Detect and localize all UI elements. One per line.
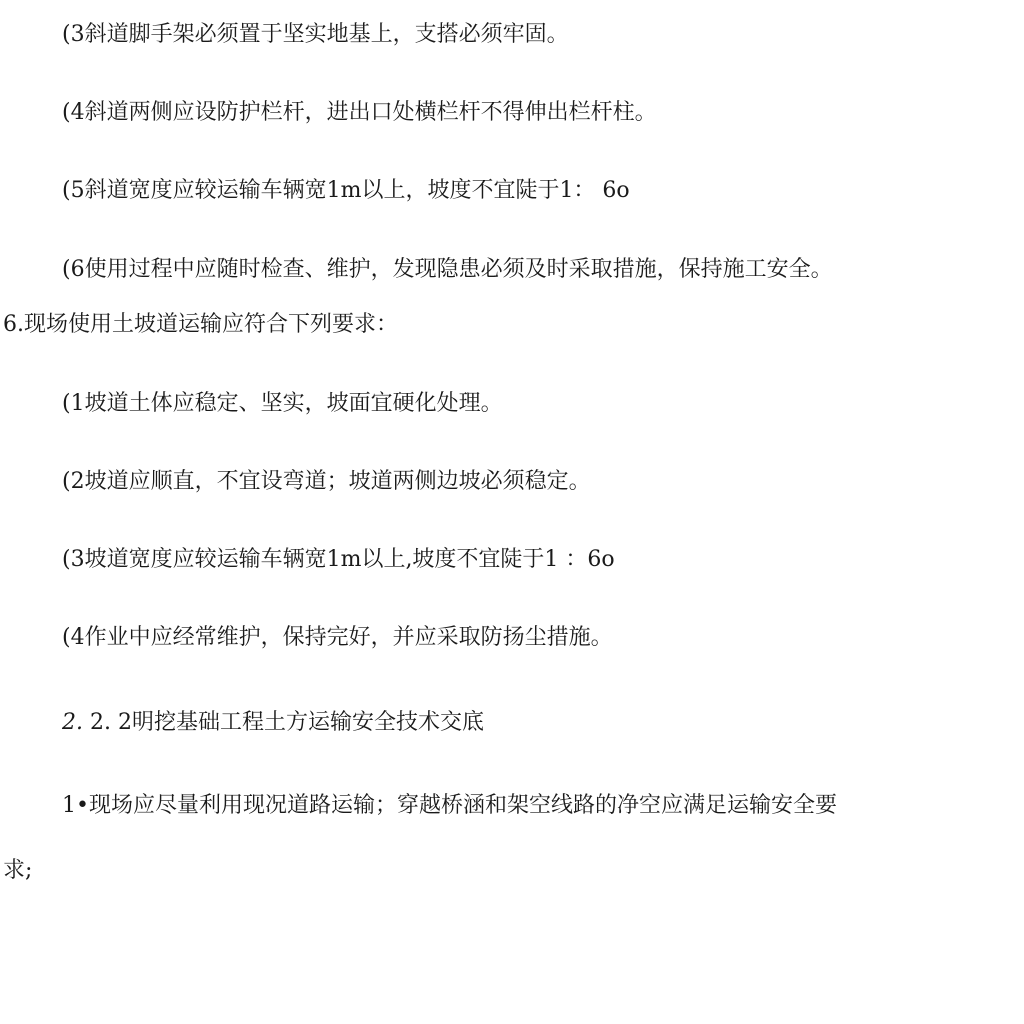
paragraph-continuation: 求;: [3, 858, 33, 883]
numbered-heading: 6.现场使用土坡道运输应符合下列要求：: [3, 312, 398, 337]
list-item: (4作业中应经常维护，保持完好，并应采取防扬尘措施。: [62, 625, 613, 650]
list-item: (3坡道宽度应较运输车辆宽1m以上,坡度不宜陡于1 ：6o: [62, 547, 615, 572]
paragraph: 1•现场应尽量利用现况道路运输；穿越桥涵和架空线路的净空应满足运输安全要: [62, 793, 837, 818]
list-item: (4斜道两侧应设防护栏杆，进出口处横栏杆不得伸出栏杆柱。: [62, 100, 657, 125]
section-heading: [62, 710, 484, 736]
section-heading-text: 2. 2明挖基础工程土方运输安全技术交底: [83, 710, 484, 735]
list-item: (1坡道土体应稳定、坚实，坡面宜硬化处理。: [62, 391, 503, 416]
list-item: (6使用过程中应随时检查、维护，发现隐患必须及时采取措施，保持施工安全。: [62, 257, 833, 282]
list-item: (3斜道脚手架必须置于坚实地基上，支搭必须牢固。: [62, 22, 569, 47]
list-item: (2坡道应顺直，不宜设弯道；坡道两侧边坡必须稳定。: [62, 469, 591, 494]
section-heading-prefix: 2.: [62, 710, 83, 735]
list-item: (5斜道宽度应较运输车辆宽1m以上，坡度不宜陡于1： 6o: [62, 178, 630, 203]
